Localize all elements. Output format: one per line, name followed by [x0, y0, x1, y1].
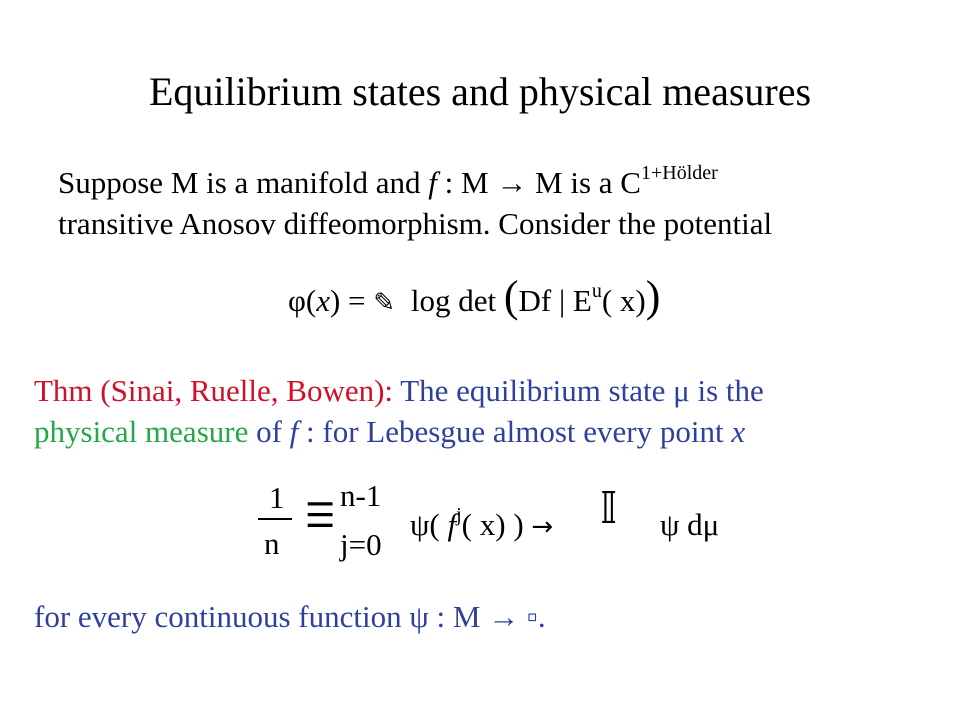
theorem-line2-rest: : for Lebesgue almost every point — [298, 414, 732, 449]
open-paren: ( — [503, 272, 519, 321]
psi-dmu: ψ dμ — [660, 507, 720, 542]
psi-open: ψ( — [410, 507, 440, 542]
phi-lhs: φ( — [288, 283, 317, 318]
unstable-u: u — [591, 280, 602, 302]
physical-measure: physical measure — [34, 414, 249, 449]
sum-lower: j=0 — [340, 527, 382, 562]
slide-title: Equilibrium states and physical measures — [148, 69, 812, 114]
orbit-j: j — [456, 504, 462, 526]
intro-line-2: transitive Anosov diffeomorphism. Consider the potential — [58, 206, 773, 241]
theorem-line-2 — [34, 414, 745, 450]
intro-superscript: 1+Hölder — [640, 162, 718, 184]
orbit-arg: ( x) ) — [461, 507, 524, 542]
close-paren: ) — [645, 272, 661, 321]
intro-text-prefix: Suppose M is a manifold and — [58, 165, 429, 200]
orbit-term — [410, 504, 554, 543]
phi-x: x — [316, 283, 330, 318]
integral-icon: 𝕀 — [600, 483, 618, 534]
theorem-line-1 — [34, 373, 764, 409]
fraction-bar — [258, 518, 292, 520]
converges-arrow: → — [531, 512, 554, 542]
intro-line-1 — [58, 162, 718, 201]
eu-arg: ( x) — [601, 283, 646, 318]
frac-denominator: n — [264, 526, 280, 561]
frac-numerator: 1 — [269, 480, 285, 515]
minus-glyph-icon: ✎ — [373, 288, 396, 318]
theorem-line1-rest: The equilibrium state μ is the — [400, 373, 764, 408]
theorem-of: of — [248, 414, 290, 449]
orbit-f: f — [447, 507, 457, 542]
theorem-x: x — [731, 414, 746, 449]
df-restriction: Df | E — [518, 283, 592, 318]
summation-icon: ☰ — [305, 496, 336, 536]
intro-f: f — [428, 165, 437, 200]
equals: ) = — [329, 283, 366, 318]
sum-upper: n-1 — [340, 478, 382, 513]
intro-text-mid: : M → M is a C — [436, 165, 641, 200]
theorem-f: f — [289, 414, 299, 449]
theorem-label: Thm (Sinai, Ruelle, Bowen): — [34, 373, 401, 408]
log-det: log det — [410, 283, 497, 318]
potential-formula — [288, 272, 661, 321]
closing-line: for every continuous function ψ : M → ▫. — [34, 599, 546, 634]
